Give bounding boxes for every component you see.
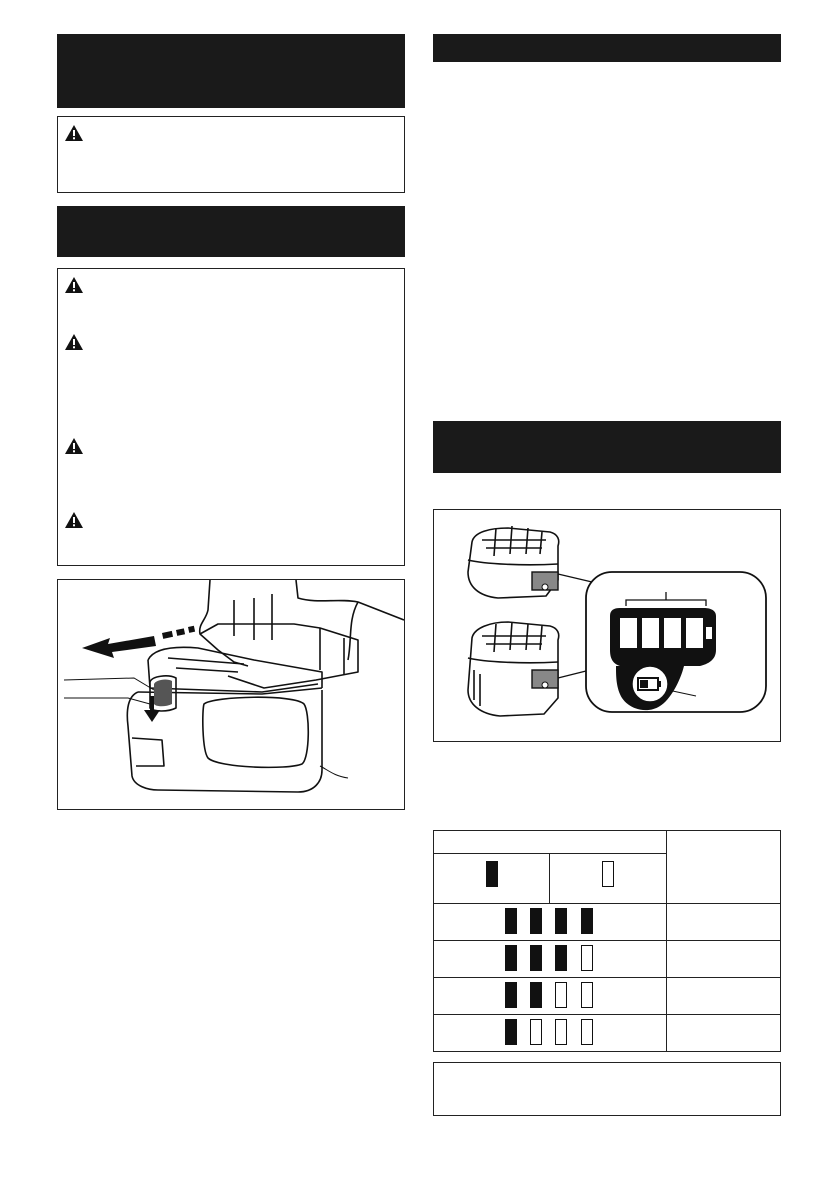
indicator-table xyxy=(433,830,781,1052)
table-row xyxy=(434,940,780,977)
lamp xyxy=(581,982,593,1008)
warning-triangle-icon xyxy=(64,437,84,455)
lamp xyxy=(530,908,542,934)
lamp xyxy=(555,982,567,1008)
battery-indicator-illustration xyxy=(434,510,780,741)
warning-box-1 xyxy=(57,116,405,193)
section-header-bar-1 xyxy=(57,34,405,108)
lamp xyxy=(505,945,517,971)
figure-battery-install xyxy=(57,579,405,810)
lamp xyxy=(505,908,517,934)
lamp xyxy=(530,945,542,971)
section-header-bar-4 xyxy=(433,421,781,473)
warning-triangle-icon xyxy=(64,276,84,294)
arrow-left-icon xyxy=(82,626,195,658)
table-row xyxy=(434,977,780,1014)
figure-battery-indicator xyxy=(433,509,781,742)
lamp xyxy=(555,908,567,934)
note-box xyxy=(433,1062,781,1116)
warning-triangle-icon xyxy=(64,124,84,142)
lamp xyxy=(555,945,567,971)
warning-box-2 xyxy=(57,268,405,566)
lamp xyxy=(555,1019,567,1045)
section-header-bar-3 xyxy=(433,34,781,62)
battery-install-illustration xyxy=(58,580,404,809)
table-row xyxy=(434,1014,780,1051)
lamp xyxy=(581,1019,593,1045)
lamp xyxy=(581,945,593,971)
lamp xyxy=(505,982,517,1008)
lamp xyxy=(530,982,542,1008)
legend-lamp-off xyxy=(602,861,614,887)
warning-triangle-icon xyxy=(64,333,84,351)
lamp xyxy=(581,908,593,934)
section-header-bar-2 xyxy=(57,206,405,257)
warning-triangle-icon xyxy=(64,511,84,529)
lamp xyxy=(530,1019,542,1045)
lamp xyxy=(505,1019,517,1045)
table-row xyxy=(434,903,780,940)
legend-lamp-lit xyxy=(486,861,498,887)
